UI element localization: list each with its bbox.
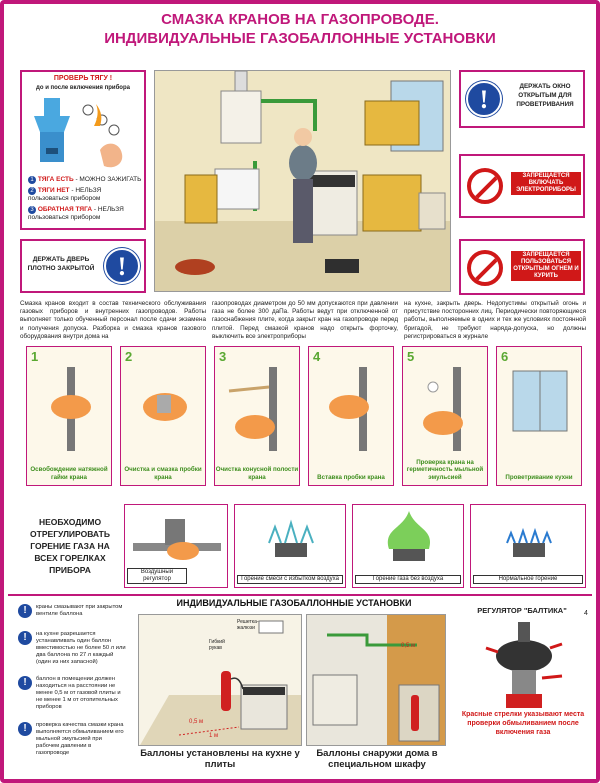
kitchen-cylinder-scene	[139, 615, 302, 746]
regulator-caption: Красные стрелки указывают места проверки обмыливанием после включения газа	[461, 711, 585, 736]
bullet-text: проверка качества смазки крана выполняется обмыливанием его мыльной эмульсией при рабочем давлении в газопроводе	[36, 722, 124, 756]
fire-sign-text: ЗАПРЕЩАЕТСЯ ПОЛЬЗОВАТЬСЯ ОТКРЫТЫМ ОГНЕМ И КУРИТЬ	[511, 251, 581, 281]
door-sign	[20, 239, 146, 293]
bullet-text: на кухне разрешается устанавливать один баллон вместимостью не более 50 л или два баллона по 27 л каждый (один из них запасной)	[36, 631, 126, 665]
no-electric-icon	[467, 168, 503, 204]
step-1	[26, 346, 112, 486]
bullet-4	[18, 722, 126, 757]
kitchen-illustration	[154, 70, 451, 292]
step-6	[496, 346, 582, 486]
draft-check-subheading: до и после включения прибора	[36, 85, 130, 91]
electric-sign-text: ЗАПРЕЩАЕТСЯ ВКЛЮЧАТЬ ЭЛЕКТРОПРИБОРЫ	[511, 172, 581, 195]
step-caption: Проверка крана на герметичность мыльной эмульсией	[406, 458, 484, 481]
kitchen-caption: Баллоны установлены на кухне у плиты	[140, 748, 300, 770]
distance-label-1: 0,5 м	[189, 719, 204, 725]
flame-icon	[255, 513, 327, 563]
bottom-heading: ИНДИВИДУАЛЬНЫЕ ГАЗОБАЛЛОННЫЕ УСТАНОВКИ	[176, 598, 412, 608]
bullet-text: баллон в помещении должен находиться на расстоянии не менее 0,5 м от газовой плиты и не менее 1 м от отопительных приборов	[36, 676, 121, 710]
regulator-icon	[482, 618, 566, 708]
bullet-1	[18, 604, 126, 618]
distance-label-2: 1 м	[209, 733, 219, 739]
burner-excess-air	[234, 504, 346, 588]
burner-regulator	[124, 504, 228, 588]
step-caption: Очистка конусной полости крана	[215, 466, 299, 481]
flame-icon	[373, 509, 445, 565]
step-2	[120, 346, 206, 486]
body-text-column-2: газопроводах диаметром до 50 мм допускаются при давлении газа не более 300 даПа. Работы ведут при отключенной от газоснабжения плите, когда закрыт кран на газопроводе перед плитой. Перед смазкой кранов надо открыть форточку, выключить все электроприборы	[212, 300, 398, 340]
outside-cylinder-illustration	[306, 614, 446, 746]
draft-check-list	[28, 176, 142, 222]
exclamation-icon: !	[104, 248, 140, 284]
exclamation-icon: !	[18, 676, 32, 690]
burner-no-air	[352, 504, 464, 588]
body-text-column-3: на кухне, закрыть дверь. Недопустимы открытый огонь и присутствие посторонних лиц. Периодически повторяющиеся работы, выполняемые в одних и тех же условиях постоянной бригадой, не требуют наряда-допуска, но должны регистрироваться в журнале	[404, 300, 586, 340]
page-title	[4, 10, 596, 48]
step-caption: Очистка и смазка пробки крана	[124, 466, 202, 481]
bullet-3	[18, 676, 126, 711]
step-number: 1	[31, 349, 39, 364]
window-icon	[507, 367, 573, 451]
burner-heading: НЕОБХОДИМО ОТРЕГУЛИРОВАТЬ ГОРЕНИЕ ГАЗА НА ВСЕХ ГОРЕЛКАХ ПРИБОРА	[30, 517, 110, 575]
title-line-1: СМАЗКА КРАНОВ НА ГАЗОПРОВОДЕ.	[161, 11, 439, 28]
draft-check-panel	[20, 70, 146, 230]
fire-sign	[459, 239, 585, 295]
burner-caption: Воздушный регулятор	[127, 568, 187, 584]
electric-sign	[459, 154, 585, 218]
burner-caption: Горение смеси с избытком воздуха	[237, 575, 343, 584]
hand-plug-icon	[131, 367, 197, 451]
exclamation-icon: !	[18, 604, 32, 618]
hood-illustration	[30, 96, 138, 174]
hand-stick-icon	[225, 367, 291, 451]
exclamation-icon: !	[18, 722, 32, 736]
draft-item-2: 2 ТЯГИ НЕТ - НЕЛЬЗЯ пользоваться прибором	[28, 187, 102, 202]
distance-label: 0,5 м	[401, 643, 416, 649]
regulator-heading: РЕГУЛЯТОР "БАЛТИКА"	[477, 606, 567, 615]
step-number: 2	[125, 349, 133, 364]
window-sign	[459, 70, 585, 128]
kitchen-scene	[155, 71, 451, 292]
step-caption: Вставка пробки крана	[317, 473, 385, 481]
body-text-column-1: Смазка кранов входит в состав технического обслуживания газовых приборов и внутренних газопроводов. Работы выполняет только обученный персонал после сдачи экзамена и получения допуска. Разборка и смазка кранов газового оборудования внутри дома на	[20, 300, 206, 340]
flame-icon	[493, 513, 565, 563]
step-3	[214, 346, 300, 486]
hand-soap-icon	[413, 367, 479, 451]
window-sign-text: ДЕРЖАТЬ ОКНО ОТКРЫТЫМ ДЛЯ ПРОВЕТРИВАНИЯ	[516, 83, 574, 108]
step-caption: Освобождение натяжной гайки крана	[30, 466, 108, 481]
hose-label: Гибкий рукав	[209, 639, 225, 651]
step-number: 3	[219, 349, 227, 364]
door-sign-text: ДЕРЖАТЬ ДВЕРЬ ПЛОТНО ЗАКРЫТОЙ	[27, 256, 95, 272]
bullet-text: краны смазывают при закрытом вентиле баллона	[36, 604, 123, 617]
vent-label: Решетка-жалюзи	[237, 619, 259, 631]
bullet-2	[18, 631, 126, 666]
hand-wrench-icon	[37, 367, 103, 451]
exclamation-icon: !	[18, 631, 32, 645]
burner-regulator-icon	[133, 513, 221, 563]
draft-check-heading: ПРОВЕРЬ ТЯГУ !	[53, 75, 113, 82]
step-caption: Проветривание кухни	[505, 473, 573, 481]
title-line-2: ИНДИВИДУАЛЬНЫЕ ГАЗОБАЛЛОННЫЕ УСТАНОВКИ	[104, 30, 496, 47]
draft-item-1: 1 ТЯГА ЕСТЬ - МОЖНО ЗАЖИГАТЬ	[28, 176, 142, 184]
step-number: 4	[313, 349, 321, 364]
step-4	[308, 346, 394, 486]
step-number: 6	[501, 349, 509, 364]
no-fire-icon	[467, 250, 503, 286]
step-5	[402, 346, 488, 486]
outside-cylinder-scene	[307, 615, 446, 746]
draft-item-3: 3 ОБРАТНАЯ ТЯГА - НЕЛЬЗЯ пользоваться прибором	[28, 206, 124, 221]
kitchen-cylinder-illustration	[138, 614, 302, 746]
step-number: 5	[407, 349, 415, 364]
outside-caption: Баллоны снаружи дома в специальном шкафу	[316, 748, 438, 770]
exclamation-icon: !	[466, 81, 502, 117]
hand-insert-icon	[319, 367, 385, 451]
burner-normal	[470, 504, 586, 588]
burner-caption: Горение газа без воздуха	[355, 575, 461, 584]
burner-caption: Нормальное горение	[473, 575, 583, 584]
page-number: 4	[584, 610, 588, 617]
